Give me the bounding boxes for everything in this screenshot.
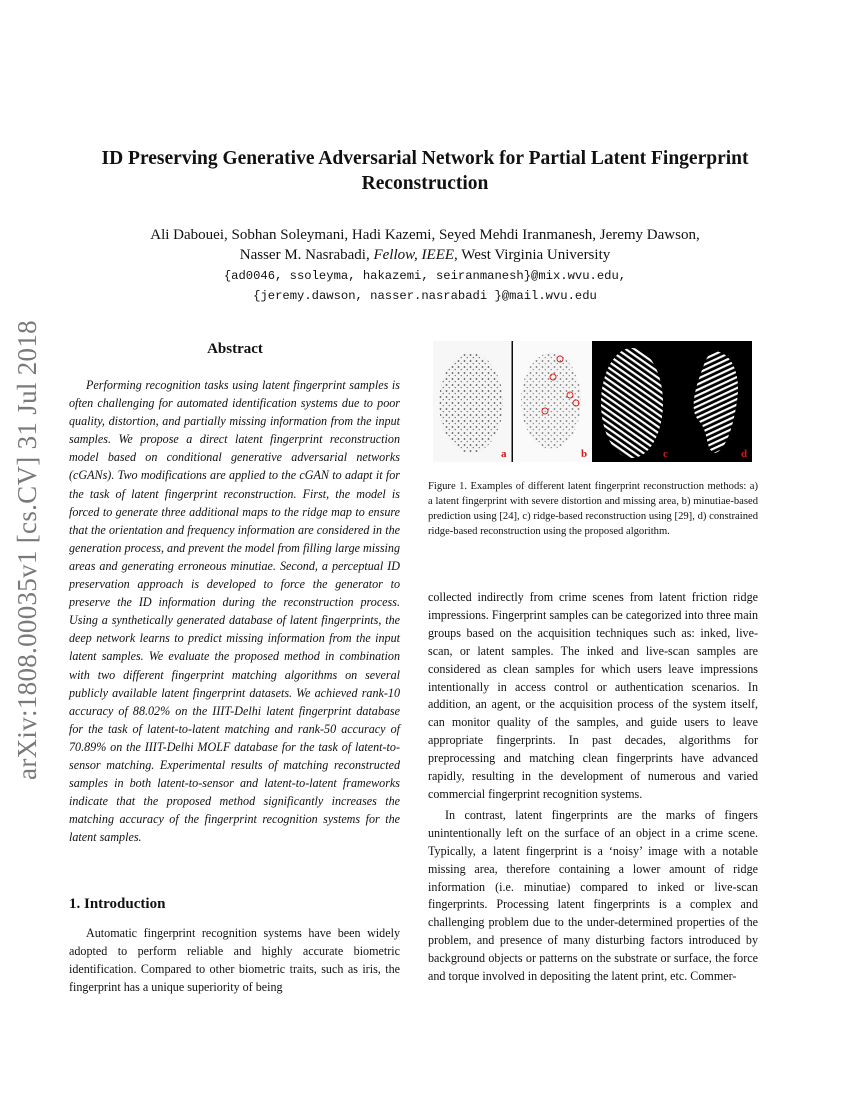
author-name: Nasser M. Nasrabadi, — [239, 246, 370, 263]
panel-label-d: d — [741, 448, 748, 460]
figure-1-caption: Figure 1. Examples of different latent fingerprint reconstruction methods: a) a latent fingerprint with severe distortion and missing area, b) minutiae-based prediction using [24], c) ridge-based reconstruction using [29], d) constrained ridge-based reconstruction using the proposed algorithm. — [428, 481, 758, 537]
right-column-body — [428, 589, 758, 986]
abstract-body: Performing recognition tasks using latent fingerprint samples is often challenging for automated identification systems due to poor quality, distortion, and partially missing information from the input samples. We propose a direct latent fingerprint reconstruction model based on conditional generative adversarial networks (cGANs). Two modifications are applied to the cGAN to adapt it for the task of latent fingerprint reconstruction. First, the model is forced to generate three additional maps to the ridge map to ensure that the orientation and frequency information are considered in the generation process, and prevent the model from filling large missing areas and generating erroneous minutiae. Second, a perceptual ID preservation approach is developed to force the generator to preserve the ID information during the reconstruction process. Using a synthetically generated database of latent fingerprints, the deep network learns to predict missing information from the input latent samples. We evaluate the proposed method in combination with two different fingerprint matching algorithms on several publicly available latent fingerprint datasets. We achieved rank-10 accuracy of 88.02% on the IIIT-Delhi latent fingerprint database for the task of latent-to-latent matching and rank-50 accuracy of 70.89% on the IIIT-Delhi MOLF database for the task of latent-to-sensor matching. Experimental results of matching reconstructed samples in both latent-to-sensor and latent-to-latent frameworks indicate that the proposed method significantly increases the matching accuracy of the fingerprint recognition systems for the latent samples. — [69, 378, 400, 845]
authors-line-2 — [70, 246, 780, 266]
figure-1-fingerprint-panels — [433, 341, 752, 462]
title-line-2: Reconstruction — [361, 173, 489, 194]
paragraph-latent: In contrast, latent fingerprints are the marks of fingers unintentionally left on the surface of an object in a crime scene. Typically, a latent fingerprint is a ‘noisy’ image with a notable missing area, therefore containing a lower amount of ridge information (i.e. minutiae) compared to inked or live-scan fingerprints. Processing latent fingerprints is a complex and challenging problem due to the under-determined properties of the problem, and presence of many disturbing factors introduced by background objects or patterns on the substrate or surface, the force and torque involved in depositing the latent print, etc. Commer- — [428, 807, 758, 984]
panel-c-ridge-reconstruction — [593, 341, 672, 462]
panel-label-c: c — [663, 448, 668, 460]
panel-label-a: a — [501, 448, 507, 460]
abstract-heading: Abstract — [207, 341, 263, 357]
authors-line-1: Ali Dabouei, Sobhan Soleymani, Hadi Kazemi, Seyed Mehdi Iranmanesh, Jeremy Dawson, — [150, 227, 700, 243]
email-line-2: {jeremy.dawson, nasser.nasrabadi }@mail.wvu.edu — [253, 289, 597, 303]
panel-d-proposed-reconstruction — [673, 341, 752, 462]
author-fellow-title: Fellow, IEEE — [373, 246, 455, 263]
author-block — [70, 226, 780, 265]
panel-a-latent-fingerprint — [433, 341, 513, 462]
paragraph-continued: collected indirectly from crime scenes from latent friction ridge impressions. Fingerprint samples can be categorized into three main groups based on the acquisition techniques such as: inked, live-scan, or latent samples. The inked and live-scan samples are considered as clean samples for which users leave impressions intentionally in access control or authentication scenarios. In addition, an agent, or the acquisition process of the system itself, can monitor quality of the samples, and guide users to leave appropriate fingerprints. In past decades, algorithms for preprocessing and matching clean fingerprints have advanced rapidly, resulting in the development of numerous and varied commercial fingerprint recognition systems. — [428, 590, 758, 801]
author-affiliation: , West Virginia University — [454, 246, 611, 263]
panel-b-minutiae-prediction — [513, 341, 592, 462]
introduction-paragraph: Automatic fingerprint recognition systems have been widely adopted to perform reliable and highly accurate biometric identification. Compared to other biometric traits, such as iris, the fingerprint has a unique superiority of being — [69, 926, 400, 994]
panel-label-b: b — [581, 448, 588, 460]
arxiv-side-stamp: arXiv:1808.00035v1 [cs.CV] 31 Jul 2018 — [12, 320, 42, 780]
email-block — [70, 266, 780, 306]
title-line-1: ID Preserving Generative Adversarial Network for Partial Latent Fingerprint — [101, 148, 749, 169]
introduction-heading: 1. Introduction — [69, 896, 166, 912]
email-line-1: {ad0046, ssoleyma, hakazemi, seiranmanesh}@mix.wvu.edu, — [223, 269, 627, 283]
paper-title — [70, 146, 780, 196]
